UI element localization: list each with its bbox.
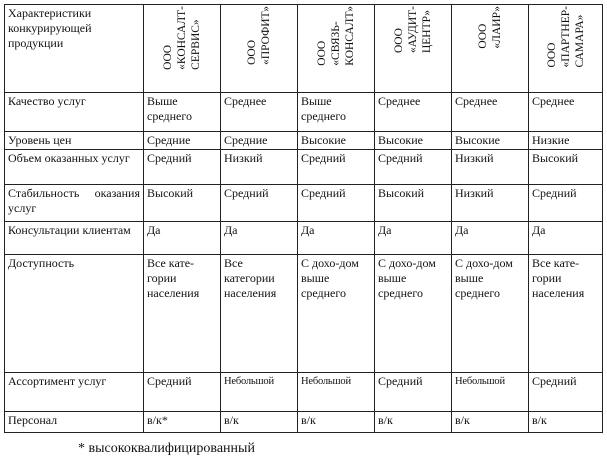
value-cell: в/к: [452, 412, 529, 433]
company-header-line: ООО: [545, 42, 558, 68]
table-row: [5, 373, 603, 412]
value-cell: Средний: [529, 185, 603, 222]
table-row: [5, 93, 603, 132]
value-cell: Высокие: [452, 132, 529, 150]
company-header-line: СЕРВИС»: [190, 19, 202, 70]
company-header-line: «ПАРТНЕР-: [559, 6, 572, 68]
value-cell: С дохо-дом выше среднего: [375, 255, 452, 373]
criterion-cell: Персонал: [5, 412, 144, 433]
value-cell: Среднее: [529, 93, 603, 132]
criterion-cell: Стабильность оказания услуг: [5, 185, 144, 222]
criterion-cell: Уровень цен: [5, 132, 144, 150]
value-cell: Средний: [298, 185, 375, 222]
value-cell: Да: [298, 222, 375, 255]
company-header: [144, 5, 221, 93]
value-cell: Выше среднего: [298, 93, 375, 132]
company-header-line: ООО: [316, 40, 328, 66]
value-cell: Да: [529, 222, 603, 255]
value-cell: Низкий: [452, 185, 529, 222]
company-header-line: ООО: [162, 44, 174, 70]
table-row: [5, 132, 603, 150]
value-cell: в/к: [529, 412, 603, 433]
value-cell: Да: [144, 222, 221, 255]
value-cell: Средние: [221, 132, 298, 150]
company-header-line: САМАРА»: [573, 14, 586, 68]
value-cell: Да: [452, 222, 529, 255]
company-header-line: «АУДИТ-: [407, 6, 419, 54]
value-cell: Высокий: [144, 185, 221, 222]
value-cell: Высокий: [375, 185, 452, 222]
value-cell: Средний: [375, 150, 452, 185]
value-cell: Средний: [144, 373, 221, 412]
table-row: [5, 412, 603, 433]
footnote: * высококвалифицированный: [78, 441, 255, 456]
value-cell: Да: [221, 222, 298, 255]
company-header-line: ООО: [477, 23, 489, 49]
criterion-cell: Доступность: [5, 255, 144, 373]
table-row: [5, 255, 603, 373]
company-header: [298, 5, 375, 93]
value-cell: в/к: [298, 412, 375, 433]
value-cell: Средний: [298, 150, 375, 185]
company-header-line: «ЛАИР»: [491, 6, 503, 49]
company-header-line: ЦЕНТР»: [421, 9, 433, 54]
value-cell: Небольшой: [298, 373, 375, 412]
criterion-cell: Консультации клиентам: [5, 222, 144, 255]
value-cell: в/к: [221, 412, 298, 433]
table-row: [5, 222, 603, 255]
company-header: [452, 5, 529, 93]
value-cell: Высокие: [375, 132, 452, 150]
company-header: [375, 5, 452, 93]
company-header: [221, 5, 298, 93]
value-cell: в/к*: [144, 412, 221, 433]
value-cell: Средний: [221, 185, 298, 222]
value-cell: Низкий: [452, 150, 529, 185]
table-row: [5, 185, 603, 222]
header-row: [5, 5, 603, 93]
company-header-line: КОНСАЛТ»: [344, 6, 356, 66]
company-header-line: «ПРОФИТ»: [260, 6, 272, 65]
value-cell: Высокий: [529, 150, 603, 185]
criterion-cell: Качество услуг: [5, 93, 144, 132]
value-cell: Высокие: [298, 132, 375, 150]
value-cell: Все кате-гории населения: [144, 255, 221, 373]
company-header-line: «СВЯЗЬ-: [330, 21, 342, 66]
company-header-line: ООО: [246, 39, 258, 65]
table-row: [5, 150, 603, 185]
value-cell: Среднее: [221, 93, 298, 132]
criterion-cell: Объем оказанных услуг: [5, 150, 144, 185]
company-header: [529, 5, 603, 93]
value-cell: С дохо-дом выше среднего: [452, 255, 529, 373]
value-cell: Средний: [144, 150, 221, 185]
value-cell: Все кате-гории населения: [529, 255, 603, 373]
value-cell: Небольшой: [221, 373, 298, 412]
value-cell: С дохо-дом выше среднего: [298, 255, 375, 373]
company-header-line: «КОНСАЛТ-: [176, 6, 188, 70]
value-cell: Выше среднего: [144, 93, 221, 132]
value-cell: Низкий: [221, 150, 298, 185]
value-cell: Средний: [375, 373, 452, 412]
value-cell: в/к: [375, 412, 452, 433]
criterion-cell: Ассортимент услуг: [5, 373, 144, 412]
comparison-table: [4, 4, 603, 433]
value-cell: Да: [375, 222, 452, 255]
value-cell: Средний: [529, 373, 603, 412]
value-cell: Небольшой: [452, 373, 529, 412]
value-cell: Среднее: [452, 93, 529, 132]
value-cell: Среднее: [375, 93, 452, 132]
value-cell: Низкие: [529, 132, 603, 150]
criteria-column-header: Характеристики конкурирующей продукции: [5, 5, 144, 93]
company-header-line: ООО: [393, 28, 405, 54]
value-cell: Все категории населения: [221, 255, 298, 373]
value-cell: Средние: [144, 132, 221, 150]
